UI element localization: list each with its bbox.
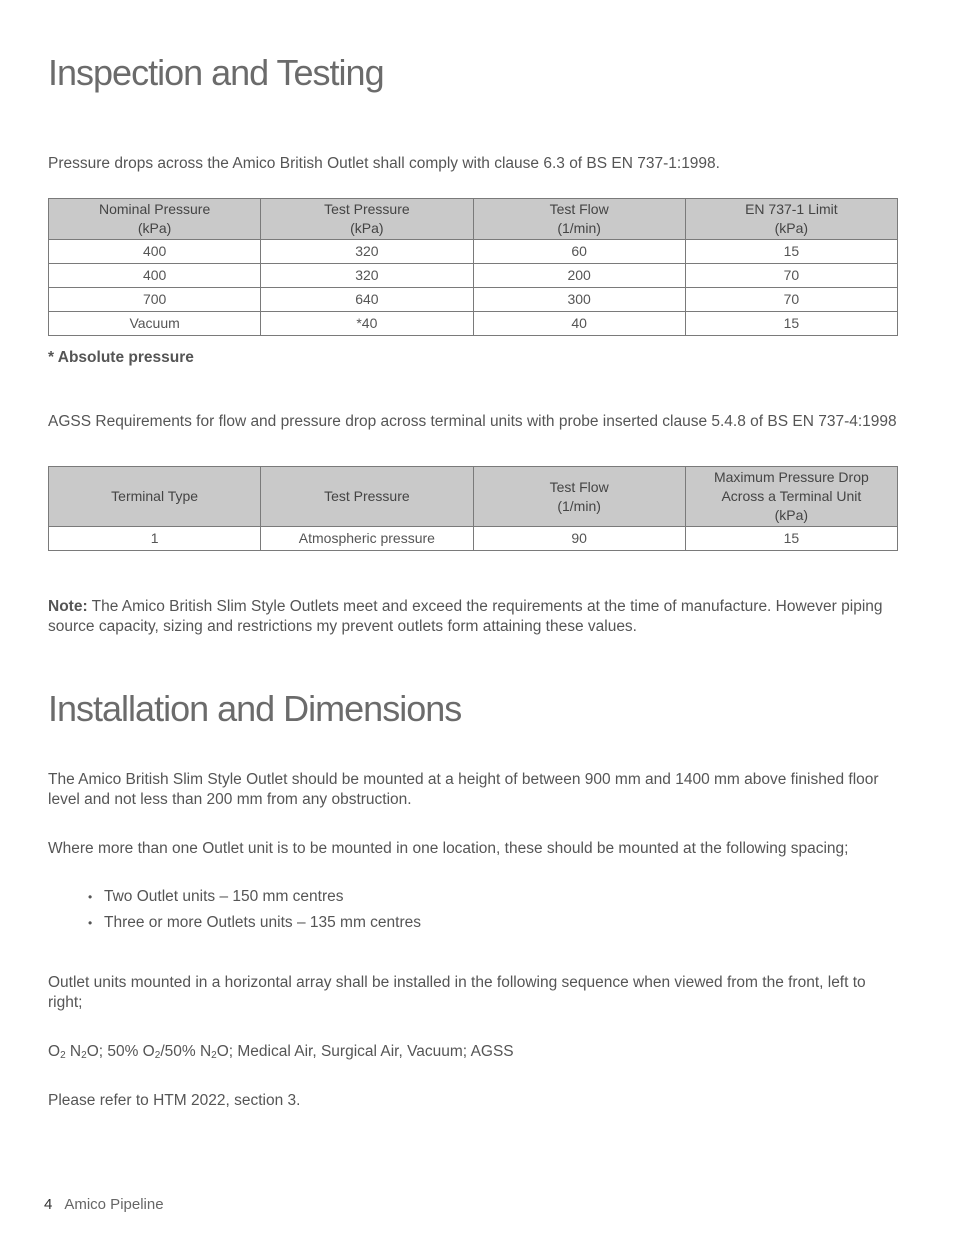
spacing-list [88,884,421,936]
table-cell: 15 [685,240,897,264]
section-title-inspection: Inspection and Testing [48,52,384,93]
table-cell: 40 [473,312,685,336]
table-cell: Vacuum [49,312,261,336]
agss-requirements-text: AGSS Requirements for flow and pressure drop across terminal units with probe inserted clause 5.4.8 of BS EN 737-4:1998 [48,413,897,430]
note-text: The Amico British Slim Style Outlets meet and exceed the requirements at the time of manufacture. However piping source capacity, sizing and restrictions my prevent outlets form attaining these values. [48,598,883,635]
table-cell: 320 [261,264,473,288]
table-cell: 90 [473,527,685,551]
table-cell: 640 [261,288,473,312]
table-cell: 15 [685,312,897,336]
table-row [49,527,898,551]
array-sequence-intro: Outlet units mounted in a horizontal array shall be installed in the following sequence when viewed from the front, left to right; [48,974,866,1011]
note-paragraph [48,597,898,637]
spacing-intro-text: Where more than one Outlet unit is to be mounted in one location, these should be mounted at the following spacing; [48,840,849,857]
table-cell: 400 [49,264,261,288]
header-test-pressure: Test Pressure (kPa) [261,199,473,240]
pressure-drop-table [48,198,898,336]
table-row [49,312,898,336]
footer-label: Amico Pipeline [64,1196,164,1213]
header-terminal-type: Terminal Type [49,467,261,527]
table-cell: 1 [49,527,261,551]
page-footer [44,1196,164,1213]
header-max-pressure-drop: Maximum Pressure Drop Across a Terminal Unit (kPa) [685,467,897,527]
table-cell: 70 [685,288,897,312]
list-item: • Three or more Outlets units – 135 mm centres [88,910,421,936]
table-cell: 300 [473,288,685,312]
table-cell: 70 [685,264,897,288]
header-test-flow: Test Flow (1/min) [473,199,685,240]
note-label: Note: [48,598,88,615]
table-cell: 15 [685,527,897,551]
header-test-pressure: Test Pressure [261,467,473,527]
list-item: • Two Outlet units – 150 mm centres [88,884,421,910]
agss-table [48,466,898,551]
header-nominal-pressure: Nominal Pressure (kPa) [49,199,261,240]
table-cell: 200 [473,264,685,288]
page-number: 4 [44,1196,53,1213]
table-cell: 700 [49,288,261,312]
mounting-height-text: The Amico British Slim Style Outlet should be mounted at a height of between 900 mm and 1400 mm above finished floor level and not less than 200 mm from any obstruction. [48,771,879,808]
header-en-limit: EN 737-1 Limit (kPa) [685,199,897,240]
table-cell: 320 [261,240,473,264]
inspection-intro: Pressure drops across the Amico British Outlet shall comply with clause 6.3 of BS EN 737-1:1998. [48,155,720,172]
section-title-installation: Installation and Dimensions [48,688,462,729]
table-cell: Atmospheric pressure [261,527,473,551]
htm-reference-text: Please refer to HTM 2022, section 3. [48,1092,301,1109]
table-cell: 400 [49,240,261,264]
table-row [49,288,898,312]
table-cell: *40 [261,312,473,336]
absolute-pressure-footnote: * Absolute pressure [48,349,194,366]
table-row [49,264,898,288]
table-header-row [49,467,898,527]
table-cell: 60 [473,240,685,264]
table-row [49,240,898,264]
table-header-row [49,199,898,240]
gas-sequence-text: $O_2$ $N_2O$; 50% $O_2/50\%$ $N_2O$; Medical Air, Surgical Air, Vacuum; AGSS [48,1043,514,1061]
header-test-flow: Test Flow (1/min) [473,467,685,527]
